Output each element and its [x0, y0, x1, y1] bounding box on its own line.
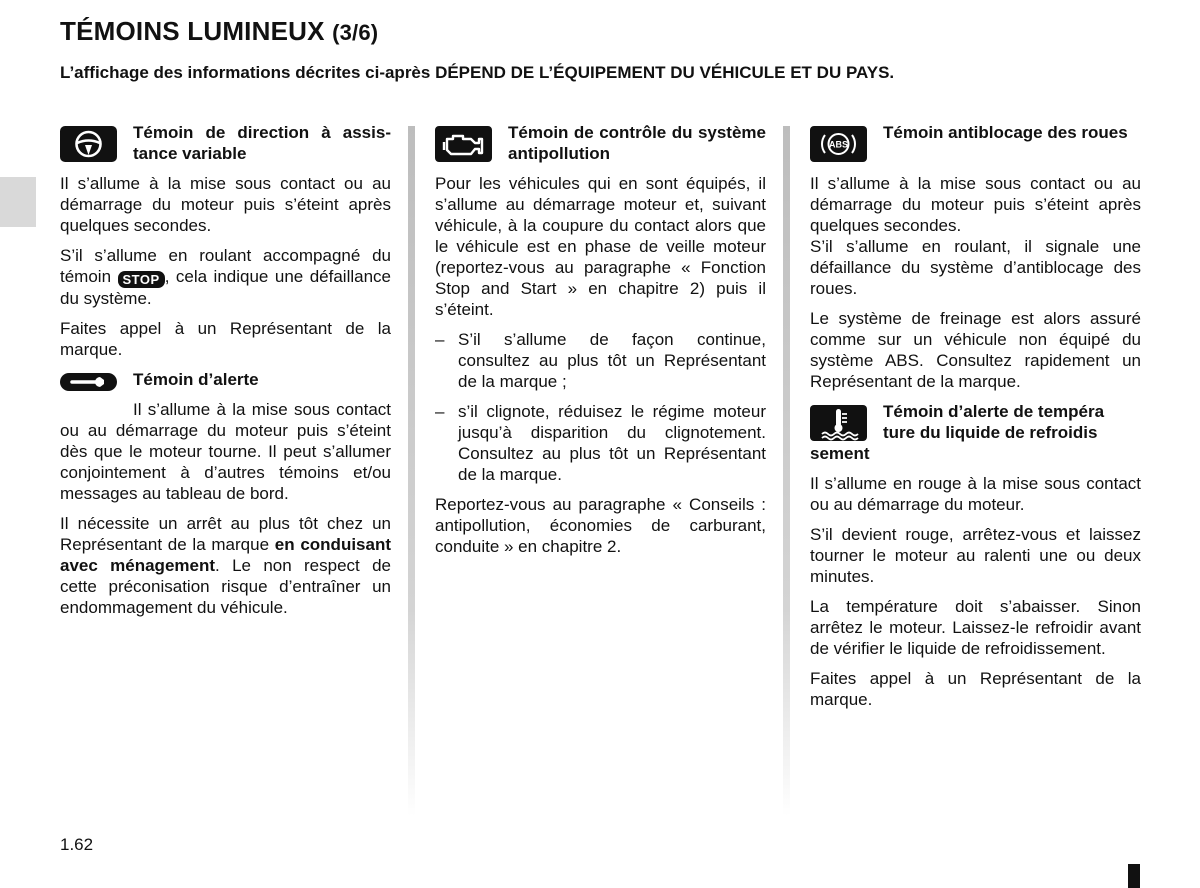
paragraph: Reportez-vous au paragraphe « Conseils : antipollution, économies de carburant, conduite » en chapitre 2. — [435, 495, 766, 556]
section-heading: Témoin antiblocage des roues — [883, 123, 1128, 142]
list-item — [435, 329, 766, 392]
column-1 — [60, 122, 391, 627]
paragraph: Il s’allume à la mise sous contact ou au démarrage du moteur puis s’éteint après quelques secondes. — [810, 174, 1141, 235]
column-separator — [408, 126, 415, 816]
column-3 — [810, 122, 1141, 719]
steering-wheel-icon — [60, 126, 117, 167]
section-power-steering — [60, 122, 391, 164]
paragraph: Pour les véhicules qui en sont équipés, il s’allume au démarrage moteur et, suivant véhicule, à la coupure du contact alors que le véhicule est en phase de veille moteur (reportez-vous au paragraphe « Fonction Stop and Start » en chapitre 2) puis il s’éteint. — [435, 174, 766, 319]
section-heading: Témoin de contrôle du système antipollution — [508, 123, 766, 163]
paragraph: Faites appel à un Représentant de la marque. — [810, 669, 1141, 709]
engine-icon — [435, 126, 492, 167]
coolant-temperature-icon — [810, 405, 867, 446]
paragraph: La température doit s’abaisser. Sinon arrêtez le moteur. Laissez-le refroidir avant de vérifier le liquide de refroidissement. — [810, 597, 1141, 658]
heading-line: Témoin d’alerte de tempéra — [883, 402, 1105, 421]
paragraph: S’il s’allume en roulant, il signale une défaillance du système d’antiblocage des roues. — [810, 237, 1141, 298]
paragraph: Faites appel à un Représentant de la marque. — [60, 319, 391, 359]
paragraph — [60, 245, 391, 309]
column-2 — [435, 122, 766, 566]
bullet-list — [435, 329, 766, 485]
list-item-text: S’il s’allume de façon continue, consultez au plus tôt un Représentant de la marque ; — [458, 330, 766, 391]
section-heading: Témoin de direction à assistance variable — [133, 123, 391, 163]
paragraph — [60, 513, 391, 618]
heading-line: ture du liquide de refroidis — [883, 423, 1098, 442]
dash: – — [435, 402, 445, 421]
page-title — [60, 16, 378, 47]
wrench-icon — [60, 373, 117, 396]
title-part: (3/6) — [332, 20, 379, 45]
section-abs — [810, 122, 1141, 164]
paragraph: S’il devient rouge, arrêtez-vous et laissez tourner le moteur au ralenti une ou deux minutes. — [810, 525, 1141, 586]
abs-label: ABS — [828, 139, 849, 150]
section-alert — [60, 369, 391, 390]
column-separator — [783, 126, 790, 816]
bold-text: en conduisant avec ménagement — [60, 535, 392, 575]
section-heading: Témoin d’alerte — [133, 370, 259, 389]
paragraph: Le système de freinage est alors assuré comme sur un véhicule non équipé du système ABS. Consultez rapidement un Représentant de la marque. — [810, 309, 1141, 391]
page-number: 1.62 — [60, 835, 94, 854]
list-item — [435, 401, 766, 485]
abs-icon — [810, 126, 867, 167]
stop-warning-icon: STOP — [118, 271, 165, 288]
text: S’il s’allume en roulant accompagné du témoin — [60, 246, 391, 286]
text: . Le non respect de cette préconisation risque d’entraîner un endommagement du véhicule. — [60, 556, 391, 617]
list-item-text: s’il clignote, réduisez le régime moteur jusqu’à disparition du clignotement. Consultez au plus tôt un Représentant de la marque. — [458, 402, 766, 484]
corner-marker — [1128, 864, 1140, 888]
page-subtitle: L’affichage des informations décrites ci-après DÉPEND DE L’ÉQUIPEMENT DU VÉHICULE ET DU PAYS. — [60, 63, 895, 82]
chapter-tab — [0, 177, 36, 227]
text: , cela indique une défaillance du système. — [60, 267, 391, 308]
heading-line: sement — [810, 444, 870, 463]
section-emission-control — [435, 122, 766, 164]
paragraph: Il s’allume en rouge à la mise sous contact ou au démarrage du moteur. — [810, 474, 1141, 514]
paragraph: Il s’allume à la mise sous contact ou au démarrage du moteur puis s’éteint dès que le moteur tourne. Il peut s’allumer conjointement à d’autres témoins et/ou messages au tableau de bord. — [60, 400, 391, 503]
title-text: TÉMOINS LUMINEUX — [60, 16, 325, 46]
paragraph: Il s’allume à la mise sous contact ou au démarrage du moteur puis s’éteint après quelques secondes. — [60, 174, 391, 235]
text: Il nécessite un arrêt au plus tôt chez un Représentant de la marque — [60, 514, 391, 554]
dash: – — [435, 330, 445, 349]
section-coolant-temperature — [810, 401, 1141, 464]
